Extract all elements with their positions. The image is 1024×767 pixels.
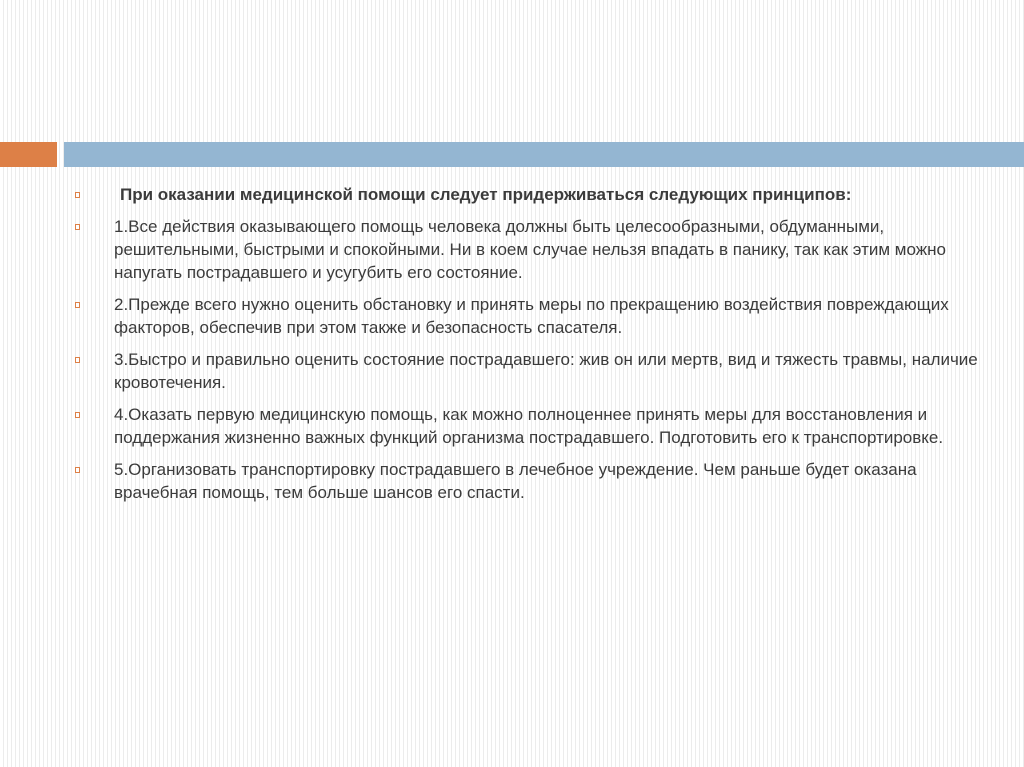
bullet-item-text: 4.Оказать первую медицинскую помощь, как можно полноценнее принять меры для восстановления и поддержания жизненно важных функций организма пострадавшего. Подготовить его к транспортировке.	[114, 405, 944, 447]
square-bullet-icon	[75, 302, 80, 308]
bullet-item-1	[75, 215, 985, 284]
bullet-item-4	[75, 403, 985, 449]
bullet-heading-text: При оказании медицинской помощи следует придерживаться следующих принципов:	[120, 185, 852, 204]
slide-content	[75, 183, 985, 513]
title-bar	[64, 142, 1024, 167]
bullet-item-text: 1.Все действия оказывающего помощь человека должны быть целесообразными, обдуманными, решительными, быстрыми и спокойными. Ни в коем случае нельзя впадать в панику, так как этим можно напугать пострадавшего и усугубить его состояние.	[114, 217, 946, 282]
square-bullet-icon	[75, 467, 80, 473]
bullet-item-text: 3.Быстро и правильно оценить состояние пострадавшего: жив он или мертв, вид и тяжесть травмы, наличие кровотечения.	[114, 350, 978, 392]
bullet-item-2	[75, 293, 985, 339]
square-bullet-icon	[75, 412, 80, 418]
bullet-item-text: 5.Организовать транспортировку пострадавшего в лечебное учреждение. Чем раньше будет оказана врачебная помощь, тем больше шансов его спасти.	[114, 460, 917, 502]
bullet-heading	[75, 183, 985, 206]
bullet-item-3	[75, 348, 985, 394]
square-bullet-icon	[75, 357, 80, 363]
bullet-item-text: 2.Прежде всего нужно оценить обстановку и принять меры по прекращению воздействия повреждающих факторов, обеспечив при этом также и безопасность спасателя.	[114, 295, 949, 337]
bullet-item-5	[75, 458, 985, 504]
accent-block	[0, 142, 57, 167]
square-bullet-icon	[75, 192, 80, 198]
square-bullet-icon	[75, 224, 80, 230]
